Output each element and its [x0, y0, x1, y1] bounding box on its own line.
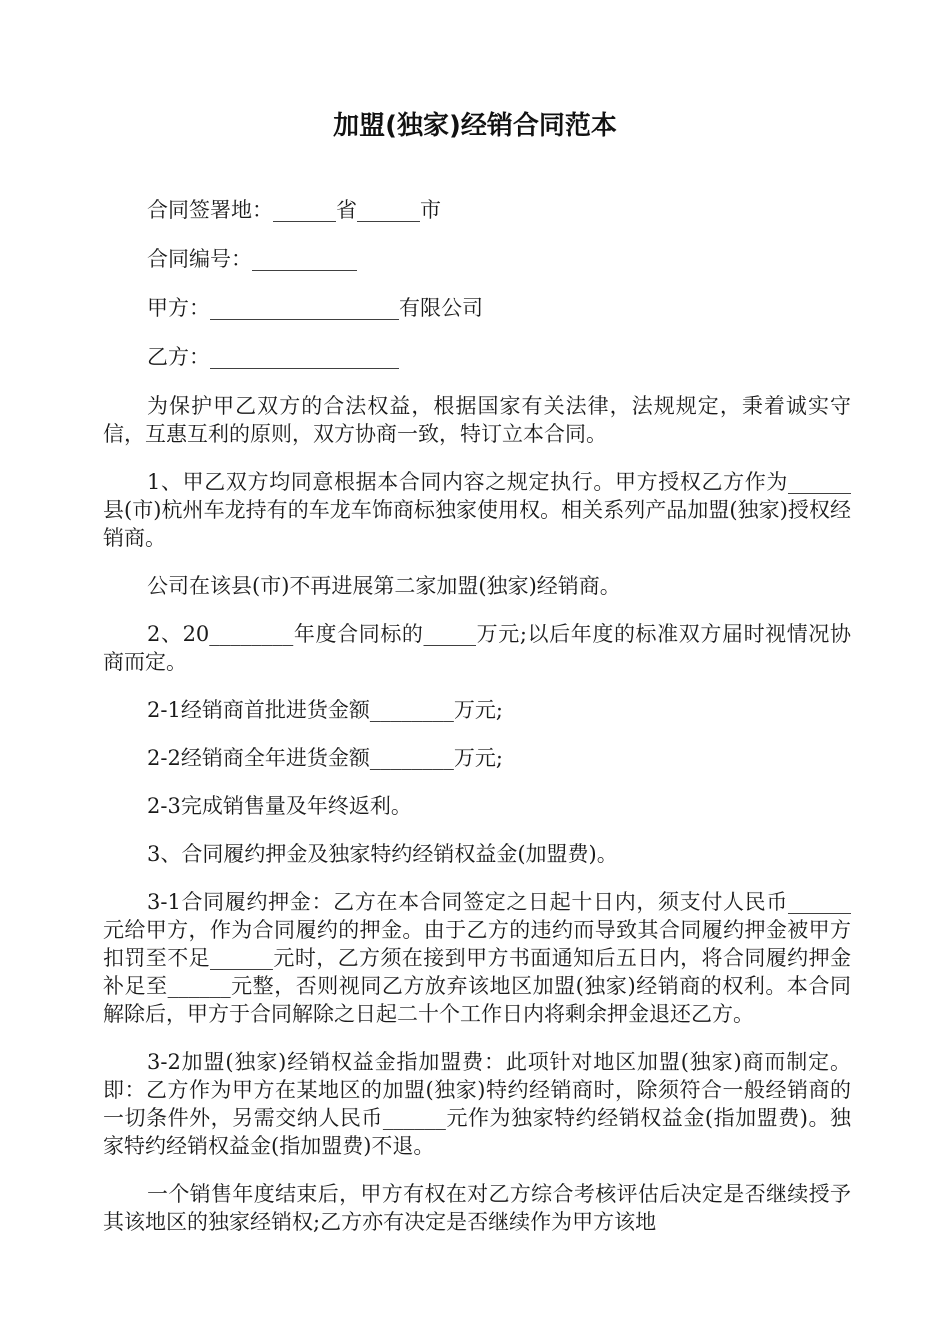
renewal-paragraph: 一个销售年度结束后，甲方有权在对乙方综合考核评估后决定是否继续授予其该地区的独家经销权;乙方亦有决定是否继续作为甲方该地	[103, 1182, 851, 1234]
clause-2-1-paragraph: 2-1经销商首批进货金额________万元;	[147, 698, 503, 722]
contract-number-field: 合同编号：__________	[147, 247, 357, 271]
clause-2-2-paragraph: 2-2经销商全年进货金额________万元;	[147, 746, 503, 770]
party-a-field: 甲方：__________________有限公司	[147, 296, 483, 320]
clause-1-note-paragraph: 公司在该县(市)不再进展第二家加盟(独家)经销商。	[147, 574, 621, 598]
preamble-paragraph: 为保护甲乙双方的合法权益，根据国家有关法律，法规规定，秉着诚实守信，互惠互利的原则，双方协商一致，特订立本合同。	[103, 394, 851, 446]
sign-place-field: 合同签署地：______省______市	[147, 198, 441, 222]
clause-3-2-paragraph: 3-2加盟(独家)经销权益金指加盟费：此项针对地区加盟(独家)商而制定。即：乙方作为甲方在某地区的加盟(独家)特约经销商时，除须符合一般经销商的一切条件外，另需交纳人民币______元作为独家特约经销权益金(指加盟费)。独家特约经销权益金(指加盟费)不退。	[103, 1050, 851, 1158]
document-body	[103, 196, 851, 1256]
clause-3-1-paragraph: 3-1合同履约押金：乙方在本合同签定之日起十日内，须支付人民币______元给甲方，作为合同履约的押金。由于乙方的违约而导致其合同履约押金被甲方扣罚至不足______元时，乙方须在接到甲方书面通知后五日内，将合同履约押金补足至______元整，否则视同乙方放弃该地区加盟(独家)经销商的权利。本合同解除后，甲方于合同解除之日起二十个工作日内将剩余押金退还乙方。	[103, 890, 851, 1026]
clause-2-3-paragraph: 2-3完成销售量及年终返利。	[147, 794, 412, 818]
clause-3-paragraph: 3、合同履约押金及独家特约经销权益金(加盟费)。	[147, 842, 618, 866]
document-title: 加盟(独家)经销合同范本	[333, 111, 617, 141]
clause-1-paragraph: 1、甲乙双方均同意根据本合同内容之规定执行。甲方授权乙方作为______县(市)杭州车龙持有的车龙车饰商标独家使用权。相关系列产品加盟(独家)授权经销商。	[103, 470, 851, 550]
clause-2-paragraph: 2、20________年度合同标的_____万元;以后年度的标准双方届时视情况协商而定。	[103, 622, 851, 674]
party-b-field: 乙方：__________________	[147, 345, 399, 369]
